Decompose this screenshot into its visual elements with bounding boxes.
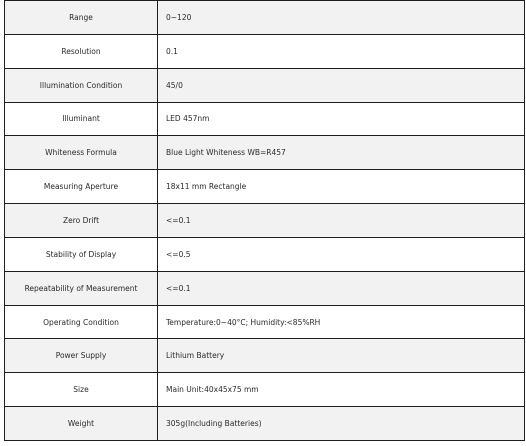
spec-row-measuring-aperture: [5, 170, 525, 204]
spec-row-illumination-condition: [5, 68, 525, 102]
spec-label: Power Supply: [5, 339, 158, 373]
spec-value: <=0.1: [158, 271, 525, 305]
spec-label: Illuminant: [5, 102, 158, 136]
spec-row-repeatability-of-measurement: [5, 271, 525, 305]
spec-label: Weight: [5, 407, 158, 441]
spec-value: 45/0: [158, 68, 525, 102]
spec-label: Operating Condition: [5, 305, 158, 339]
spec-label: Measuring Aperture: [5, 170, 158, 204]
spec-value: <=0.5: [158, 237, 525, 271]
spec-row-size: [5, 373, 525, 407]
spec-value: 0.1: [158, 34, 525, 68]
spec-label: Size: [5, 373, 158, 407]
spec-row-power-supply: [5, 339, 525, 373]
spec-row-zero-drift: [5, 204, 525, 238]
spec-row-stability-of-display: [5, 237, 525, 271]
spec-label: Repeatability of Measurement: [5, 271, 158, 305]
spec-table: [4, 0, 525, 441]
spec-value: LED 457nm: [158, 102, 525, 136]
spec-label: Range: [5, 1, 158, 35]
spec-value: Temperature:0~40°C; Humidity:<85%RH: [158, 305, 525, 339]
spec-label: Zero Drift: [5, 204, 158, 238]
spec-row-weight: [5, 407, 525, 441]
spec-label: Resolution: [5, 34, 158, 68]
spec-table-body: [5, 1, 525, 441]
spec-value: 0~120: [158, 1, 525, 35]
spec-value: Blue Light Whiteness WB=R457: [158, 136, 525, 170]
spec-value: 305g(Including Batteries): [158, 407, 525, 441]
spec-row-illuminant: [5, 102, 525, 136]
spec-value: 18x11 mm Rectangle: [158, 170, 525, 204]
spec-row-whiteness-formula: [5, 136, 525, 170]
spec-value: Main Unit:40x45x75 mm: [158, 373, 525, 407]
spec-value: <=0.1: [158, 204, 525, 238]
spec-value: Lithium Battery: [158, 339, 525, 373]
spec-row-resolution: [5, 34, 525, 68]
spec-label: Whiteness Formula: [5, 136, 158, 170]
spec-label: Illumination Condition: [5, 68, 158, 102]
spec-row-operating-condition: [5, 305, 525, 339]
spec-label: Stability of Display: [5, 237, 158, 271]
spec-row-range: [5, 1, 525, 35]
